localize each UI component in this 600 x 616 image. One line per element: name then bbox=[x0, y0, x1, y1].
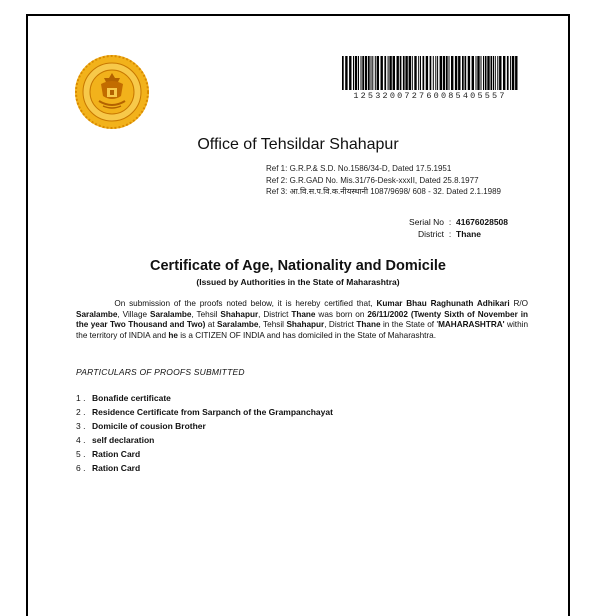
district-label: District bbox=[418, 229, 444, 239]
certificate-title: Certificate of Age, Nationality and Domicile bbox=[150, 258, 446, 274]
serial-value: 41676028508 bbox=[456, 217, 509, 227]
list-item: 4 . self declaration bbox=[76, 435, 155, 445]
barcode-number: 125320072760085405557 bbox=[353, 91, 507, 101]
serial-district-block: Serial No : 41676028508 District : Thane bbox=[409, 217, 509, 239]
list-item: 3 . Domicile of cousion Brother bbox=[76, 421, 206, 431]
proofs-list bbox=[76, 391, 333, 475]
references bbox=[266, 163, 501, 198]
reference-3: Ref 3: आ.वि.स.प.वि.क.नीयस्थानी 1087/9698/ 608 - 32. Dated 2.1.1989 bbox=[266, 187, 502, 196]
serial-label: Serial No bbox=[409, 217, 444, 227]
certificate-page bbox=[26, 14, 570, 616]
barcode bbox=[342, 56, 518, 101]
barcode-bars bbox=[342, 56, 518, 90]
date-of-birth: 26/11/2002 (Twenty Sixth of November in the year Two Thousand and Two) bbox=[76, 309, 528, 329]
applicant-name: Kumar Bhau Raghunath Adhikari bbox=[376, 299, 510, 308]
list-item: 5 . Ration Card bbox=[76, 449, 141, 459]
district-value: Thane bbox=[456, 229, 482, 239]
reference-1: Ref 1: G.R.P.& S.D. No.1586/34-D, Dated 17.5.1951 bbox=[266, 164, 452, 173]
certificate-subtitle: (Issued by Authorities in the State of Maharashtra) bbox=[196, 277, 400, 287]
list-item: 1 . Bonafide certificate bbox=[76, 393, 171, 403]
reference-2: Ref 2: G.R.GAD No. Mis.31/76-Desk-xxxII, Dated 25.8.1977 bbox=[266, 175, 479, 185]
list-item: 2 . Residence Certificate from Sarpanch of the Grampanchayat bbox=[76, 407, 333, 417]
maharashtra-state-seal-icon bbox=[74, 54, 150, 130]
proofs-header: PARTICULARS OF PROOFS SUBMITTED bbox=[76, 367, 245, 377]
list-item: 6 . Ration Card bbox=[76, 463, 141, 473]
certificate-body: On submission of the proofs noted below, it is hereby certified that, Kumar Bhau Raghunath Adhikari R/O Saralambe, Village Saralambe, Tehsil Shahapur, District Thane was born on 26/11/2002 (Twenty Sixth of November in the year Two Thousand and Two) at Saralambe, Tehsil Shahapur, District Thane in the State of 'MAHARASHTRA' within the territory of INDIA and he is a CITIZEN OF INDIA and has domiciled in the State of Maharashtra. bbox=[76, 299, 528, 340]
office-title: Office of Tehsildar Shahapur bbox=[197, 136, 399, 153]
